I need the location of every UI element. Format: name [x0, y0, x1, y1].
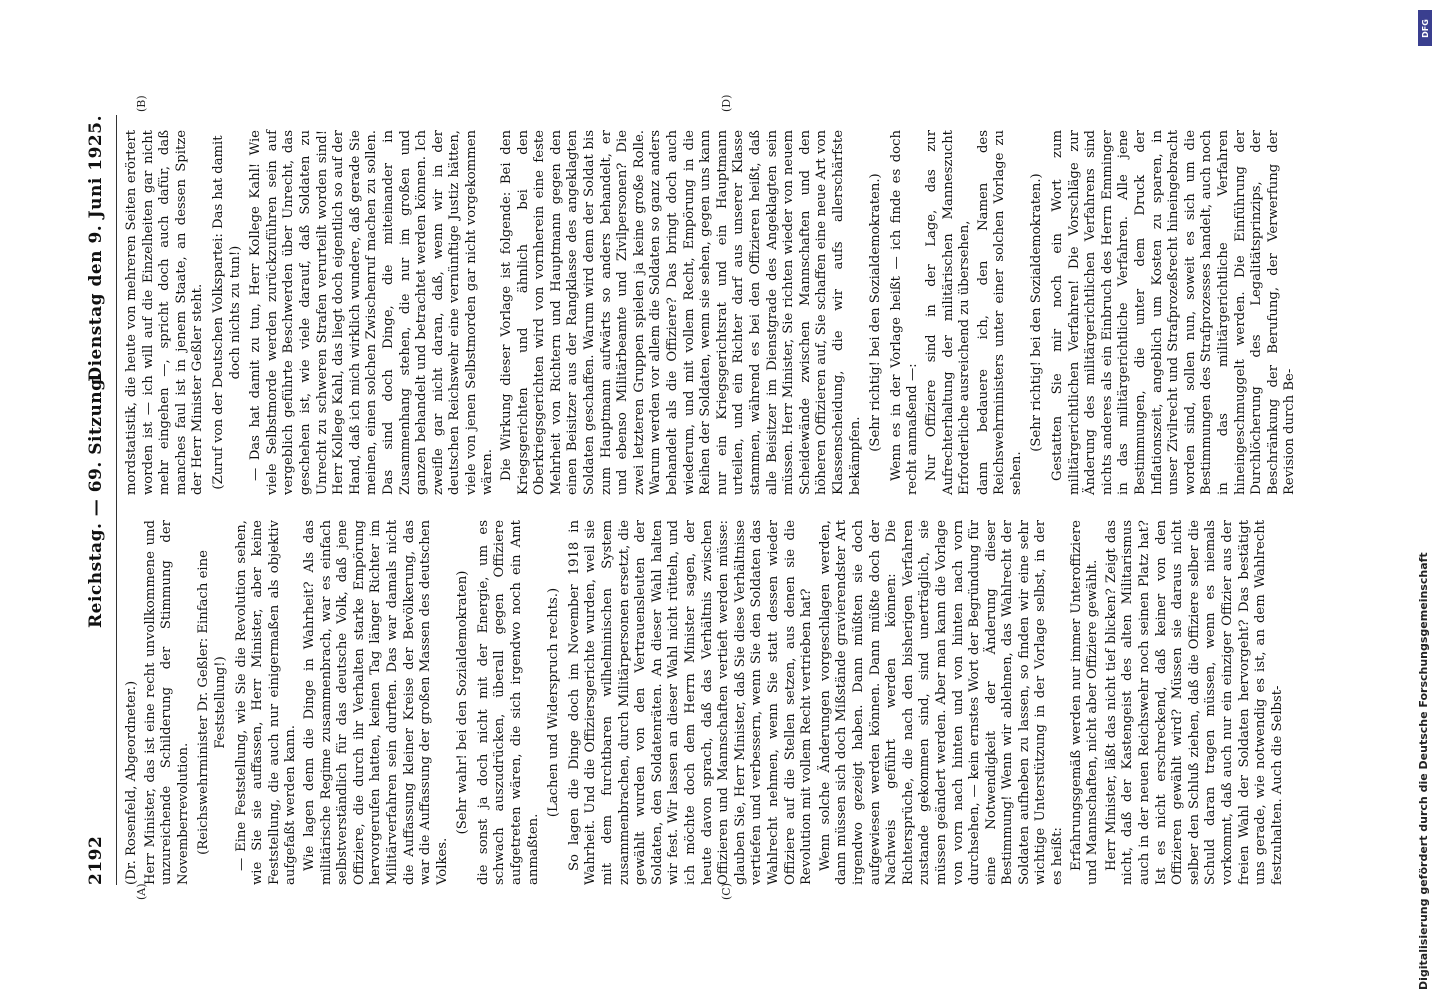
right_column-paragraph: Die Wirkung dieser Vorlage ist folgende: Bei den Kriegsgerichten und ähnlich bei den Oberkriegsgerichten wird von vornherein eine feste Mehrheit von Richtern und Hauptmann gegen den einen Beisitzer aus der Rangklasse des angeklagten Soldaten geschaffen. Warum wird denn der Soldat bis zum Hauptmann aufwärts so anders behandelt, er und ebenso Militärbeamte und Zivilpersonen? Die zwei letzteren Gruppen spielen ja keine große Rolle. Warum werden vor allem die Soldaten so ganz anders behandelt als die Offiziere? Das bringt doch auch wiederum, und mit vollem Recht, Empörung in die Reihen der Soldaten, wenn sie sehen, gegen uns kann nur ein Kriegsgerichtsrat und ein Hauptmann urteilen, und ein Richter darf aus unserer Klasse stammen, während es bei den Offizieren heißt, daß alle Beisitzer im Dienstgrade des Angeklagten sein müssen. Herr Minister, Sie richten wieder von neuem Scheidewände zwischen Mannschaften und den höheren Offizieren auf, Sie schaffen eine neue Art von Klassenscheidung, die wir aufs allerschärfste bekämpfen. [499, 130, 863, 495]
margin-mark-a: (A) [135, 883, 148, 900]
right_column-paragraph: dann bedauere ich, den Namen des Reichswehrministers unter einer solchen Vorlage zu sehen. [975, 130, 1024, 495]
left_column-paragraph: (Reichswehrminister Dr. Geßler: Einfach eine Feststellung!) [196, 550, 228, 855]
right_column-paragraph: Wenn es in der Vorlage heißt — ich finde es doch recht anmaßend —: [888, 130, 921, 495]
right_column-paragraph: Gestatten Sie mir noch ein Wort zum militärgerichtlichen Verfahren! Die Vorschläge zur Änderung des militärgerichtlichen Verfahrens sind nichts anderes als ein Einbruch des Herrn Emminger in das militärgerichtliche Verfahren. Alle jene Bestimmungen, die unter dem Druck der Inflationszeit, angeblich um Kosten zu sparen, in unser Zivilrecht und Strafprozeßrecht hineingebracht worden sind, sollen nun, soweit es sich um die Bestimmungen des Strafprozesses handelt, auch noch in das militärgerichtliche Verfahren hineingeschmuggelt werden. Die Einführung der Durchlöcherung des Legalitätsprinzips, der Beschränkung der Berufung, der Verwerfung der Revision durch Be- [1050, 130, 1298, 495]
left_column-paragraph: Herr Minister, das ist eine recht unvollkommene und unzureichende Schilderung der Stimmung der Novemberrevolution. [142, 520, 191, 885]
right_column-paragraph: (Sehr richtig! bei den Sozialdemokraten.) [1029, 173, 1045, 452]
left_column-paragraph: (Lachen und Widerspruch rechts.) [546, 587, 562, 818]
left_column-paragraph: Wie lagen denn die Dinge in Wahrheit? Als das militärische Regime zusammenbrach, war es einfach selbstverständlich für das deutsche Volk, daß jene Offiziere, die durch ihr Verhalten starke Empörung hervorgerufen hatten, keinen Tag länger Richter im Militärverfahren sein durften. Das war damals nicht die Auffassung kleiner Kreise der Bevölkerung, das war die Auffassung der großen Massen des deutschen Volkes. [301, 520, 450, 885]
left_column-paragraph: — Eine Feststellung, wie Sie die Revolution sehen, wie Sie sie auffassen, Herr Minister, aber keine Feststellung, die auch nur einigermaßen als objektiv aufgefaßt werden kann. [233, 520, 299, 885]
margin-mark-d: (D) [720, 94, 733, 112]
dfg-logo: DFG [1418, 10, 1432, 46]
left_column-paragraph: Herr Minister, läßt das nicht tief blicken? Zeigt das nicht, daß der Kastengeist des alten Militarismus auch in der neuen Reichswehr noch seinen Platz hat? Ist es nicht erschreckend, daß keiner von den Offizieren gewählt wird? Müssen sie daraus nicht selber den Schluß ziehen, daß die Offiziere selber die Schuld daran tragen müssen, wenn es niemals vorkommt, daß auch nur ein einziger Offizier aus der freien Wahl der Soldaten hervorgeht? Das bestätigt uns gerade, wie notwendig es ist, an dem Wahlrecht festzuhalten. Auch die Selbst- [1103, 520, 1285, 885]
left_column-paragraph: Erfahrungsgemäß werden nur immer Unteroffiziere und Mannschaften, nicht aber Offiziere gewählt. [1068, 520, 1101, 885]
left_column-paragraph: Wenn solche Änderungen vorgeschlagen werden, dann müssen sich doch Mißstände gravierendster Art irgendwo gezeigt haben. Dann müßten sie doch aufgewiesen werden können. Dann müßte doch der Nachweis geführt werden können: Die Richtersprüche, die nach den bisherigen Verfahren zustande gekommen sind, sind unerträglich, sie müssen geändert werden. Aber man kann die Vorlage von vorn nach hinten und von hinten nach vorn durchsehen, — kein ernstes Wort der Begründung für eine Notwendigkeit der Änderung dieser Bestimmung! Wenn wir ablehnen, das Wahlrecht der Soldaten aufheben zu lassen, so finden wir eine sehr wichtige Unterstützung in der Vorlage selbst, in der es heißt: [817, 520, 1066, 885]
margin-mark-b: (B) [135, 95, 148, 112]
session-title: Reichstag. — 69. Sitzung. [86, 372, 106, 628]
header-rule [116, 115, 117, 885]
left_column-paragraph: So lagen die Dinge doch im November 1918 in Wahrheit. Und die Offiziersgerichte wurden, weil sie mit dem furchtbaren wilhelminischen System zusammenbrachen, durch Militärpersonen ersetzt, die gewählt wurden von den Vertrauensleuten der Soldaten, den Soldatenräten. An dieser Wahl halten wir fest. Wir lassen an dieser Wahl nicht rütteln, und ich möchte doch dem Herrn Minister sagen, der heute davon sprach, daß das Verhältnis zwischen Offizieren und Mannschaften vertieft werden müsse: glauben Sie, Herr Minister, daß Sie diese Verhältnisse vertiefen und verbessern, wenn Sie den Soldaten das Wahlrecht nehmen, wenn Sie statt dessen wieder Offiziere auf die Stellen setzen, aus denen sie die Revolution mit vollem Recht vertrieben hat? [566, 520, 815, 885]
right_column-paragraph: mordstatistik, die heute von mehreren Seiten erörtert worden ist — ich will auf die Einzelheiten gar nicht mehr eingehen —, spricht doch auch dafür, daß manches faul ist in jenem Staate, an dessen Spitze der Herr Minister Geßler steht. [124, 130, 206, 495]
right_column-paragraph: — Das hat damit zu tun, Herr Kollege Kahl! Wie viele Selbstmorde werden zurückzuführen sein auf vergeblich geführte Beschwerden über Unrecht, das geschehen ist, wie viele darauf, daß Soldaten zu Unrecht zu schweren Strafen verurteilt worden sind! Herr Kollege Kahl, das liegt doch eigentlich so auf der Hand, daß ich mich wirklich wundere, daß gerade Sie meinen, einen solchen Zwischenruf machen zu sollen. Das sind doch Dinge, die miteinander in Zusammenhang stehen, die nur im großen und ganzen behandelt und betrachtet werden können. Ich zweifle gar nicht daran, daß, wenn wir in der deutschen Reichswehr eine vernünftige Justiz hätten, viele von jenen Selbstmorden gar nicht vorgekommen wären. [248, 130, 496, 495]
right-text-column [124, 130, 1298, 495]
right_column-paragraph: Nur Offiziere sind in der Lage, das zur Aufrechterhaltung der militärischen Manneszucht Erforderliche ausreichend zu übersehen, [923, 130, 973, 495]
left_column-paragraph: (Dr. Rosenfeld, Abgeordneter.) [124, 680, 139, 885]
page-number: 2192 [86, 835, 106, 885]
left_column-paragraph: (Sehr wahr! bei den Sozialdemokraten) [455, 570, 471, 835]
margin-mark-c: (C) [720, 883, 733, 900]
session-date: Dienstag den 9. Juni 1925. [86, 115, 106, 382]
right_column-paragraph: (Zuruf von der Deutschen Volkspartei: Das hat damit doch nichts zu tun!) [210, 135, 243, 490]
right_column-paragraph: (Sehr richtig! bei den Sozialdemokraten.) [868, 173, 884, 452]
digitization-note: Digitalisierung gefördert durch die Deutsche Forschungsgemeinschaft [1417, 552, 1430, 990]
page-header [86, 115, 116, 885]
left-text-column [124, 520, 1285, 885]
left_column-paragraph: die sonst ja doch nicht mit der Energie, um es schwach auszudrücken, überall gegen Offiziere aufgetreten wären, die sich irgendwo noch ein Amt anmaßten. [475, 520, 541, 885]
